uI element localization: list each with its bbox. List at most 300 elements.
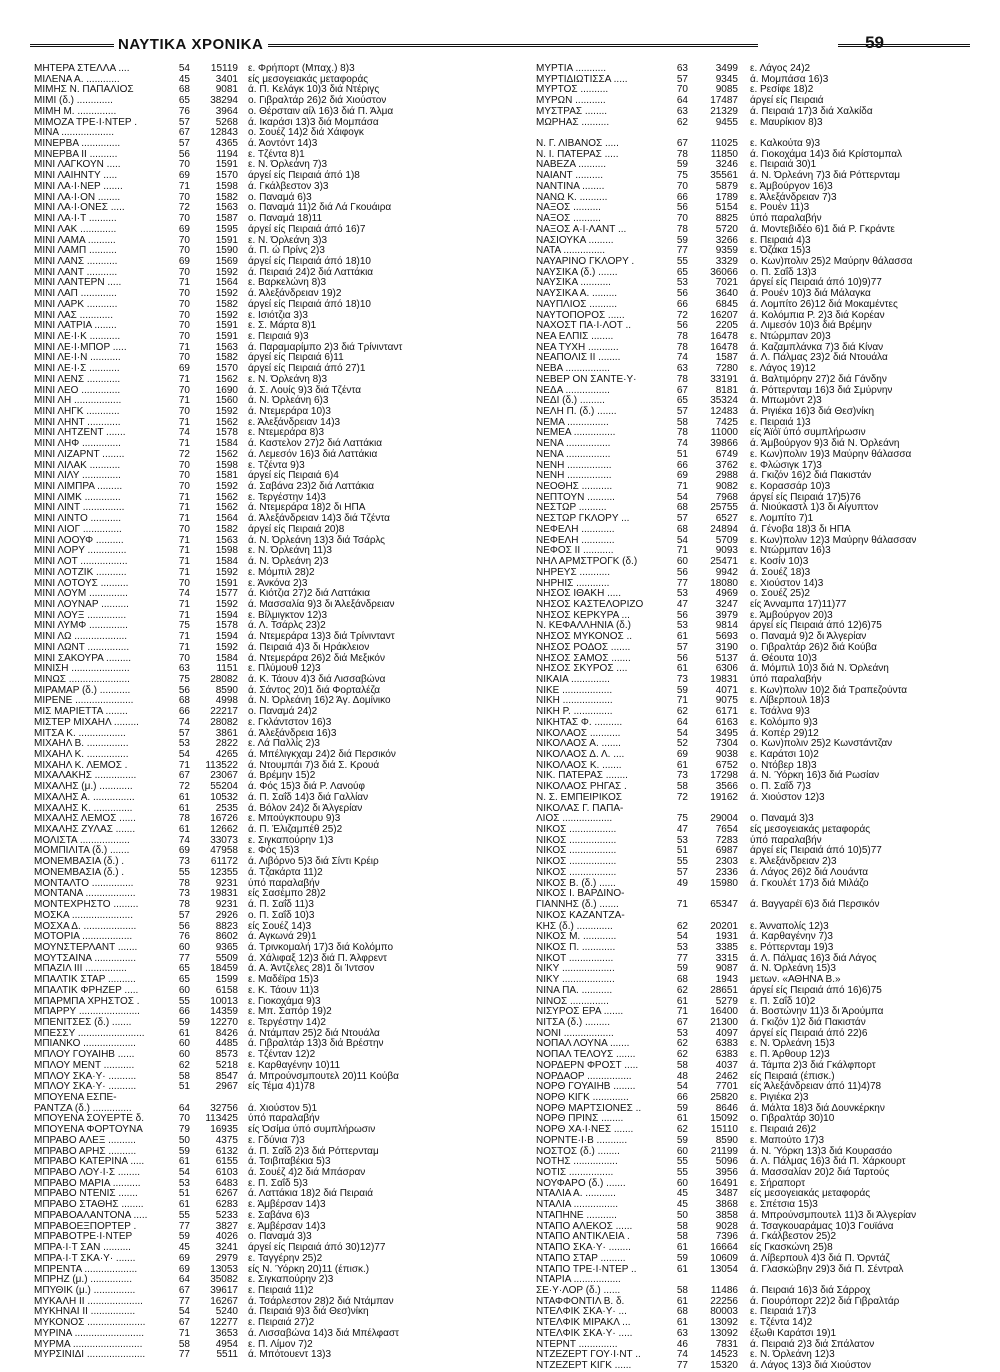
ship-position: ύπό παραλαβήν [750, 673, 822, 685]
ship-year: 50 [178, 1134, 190, 1146]
ship-tonnage: 16664 [710, 1242, 738, 1254]
ship-year: 71 [676, 899, 688, 911]
ship-tonnage: 17298 [710, 770, 738, 782]
ship-name: ΝΑΒΕΖΑ .......... [536, 159, 607, 171]
ship-name: ΜΠΡΑΒΟ ΣΤΑΘΗΣ ........ [34, 1199, 144, 1211]
ship-position: ε. Μαπούτο 17)3 [750, 1134, 825, 1146]
ship-position: ά. Γένοβα 18)3 δι ΗΠΑ [750, 523, 851, 535]
ship-tonnage: 6306 [715, 663, 738, 675]
ship-name: ΝΑΥΣΙΚΑ ........... [536, 277, 611, 289]
ship-position: ε. Κορασσάρ 10)3 [750, 481, 831, 493]
ship-name: ΜΟΝΕΜΒΑΣΙΑ (δ.) . [34, 856, 125, 868]
ship-year: 70 [178, 159, 190, 171]
ship-name: ΜΟΛΙΣΤΑ .................. [34, 834, 130, 846]
ship-name: ΜΙΝΙ ΛΑΡΚ ........... [34, 298, 118, 310]
ship-year: 53 [676, 941, 688, 953]
ship-name: ΝΑΞΟΣ .......... [536, 213, 601, 225]
ship-name: ΝΤΑΦΦΟΝΤΙΛ Β. δ. [536, 1295, 625, 1307]
ship-position: ά. Κ. Τάουν 4)3 διά Λισσαβώνα [248, 673, 386, 685]
ship-year: 66 [676, 191, 688, 203]
ship-position: ο. Κων)πολιν 25)2 Κωνστάντζαν [750, 738, 893, 750]
ship-position: ε. Φρήπορτ (Μπαχ.) 8)3 [248, 63, 355, 74]
ship-tonnage: 1598 [215, 180, 238, 192]
ship-name: ΜΠΛΟΥ ΓΟΥΑΙΗΒ ...... [34, 1049, 135, 1061]
ship-position: ε. Μαυρίκιον 8)3 [750, 116, 823, 128]
ship-name: ΜΟΤΟΡΙΑ .................. [34, 931, 133, 943]
ship-year: 70 [178, 523, 190, 535]
ship-row [536, 1361, 976, 1372]
ship-name: ΝΗΣΟΣ ΜΥΚΟΝΟΣ .. [536, 631, 633, 643]
ship-year: 69 [676, 470, 688, 482]
ship-name: ΝΙΚΟΛΑΣ Γ. ΠΑΠΑ- [536, 802, 624, 814]
ship-tonnage: 1570 [215, 170, 238, 182]
ship-position: ύπό παραλαβήν [248, 877, 320, 889]
ship-year: 55 [178, 995, 190, 1007]
ship-tonnage: 7396 [715, 1231, 738, 1243]
ship-name: ΜΙΝΙ ΛΩΝΤ ............... [34, 641, 130, 653]
ship-tonnage: 7425 [715, 416, 738, 428]
ship-tonnage: 3401 [215, 73, 238, 85]
ship-position: ε. Πειραιά 11)2 [248, 1284, 314, 1296]
ship-tonnage: 14523 [710, 1349, 738, 1361]
ship-tonnage: 9093 [715, 545, 738, 557]
ship-position: είς μεσογειακάς μεταφοράς [750, 824, 871, 836]
header-rule-right [838, 44, 970, 47]
ship-tonnage: 8590 [715, 1134, 738, 1146]
ship-position: ά. Ν. Όρλεάνη 6)3 [248, 395, 329, 407]
ship-position: ά. Άοντόντ 14)3 [248, 138, 318, 150]
ship-name: ΝΑΞΟΣ .......... [536, 202, 601, 214]
ship-tonnage: 18080 [710, 577, 738, 589]
ship-position: ε. Ν. Όρλεάνη 7)3 [248, 159, 328, 171]
ship-position: ε. Σαβάνα 6)3 [248, 1209, 310, 1221]
ship-position: ά. Βρέμην 15)2 [248, 770, 316, 782]
ship-position: άργεί είς Πειραιά 20)8 [248, 523, 345, 535]
ship-year: 67 [676, 1016, 688, 1028]
ship-position: ά. Λιμεσόν 10)3 διά Βρέμην [750, 320, 872, 332]
ship-name: ΜΠΡΑΒΟ ΜΑΡΙΑ .......... [34, 1177, 141, 1189]
ship-name: ΜΙΝΙ ΛΟΡΥ .............. [34, 545, 127, 557]
ship-tonnage: 1599 [215, 974, 238, 986]
ship-tonnage: 36066 [710, 266, 738, 278]
ship-name: ΜΥΚΟΝΟΣ ..................... [34, 1317, 146, 1329]
ship-year: 61 [676, 1113, 688, 1125]
ship-name: ΝΕΒΑ ................ [536, 363, 610, 375]
ship-position: ά. Καστελον 27)2 διά Λαττάκια [248, 438, 383, 450]
ship-year: 68 [676, 523, 688, 535]
ship-year: 71 [178, 1327, 190, 1339]
ship-position: ά. Κιότζια 27)2 διά Λαττάκια [248, 588, 371, 600]
ship-year: 74 [676, 1349, 688, 1361]
ship-year: 62 [676, 1038, 688, 1050]
ship-year: 65 [178, 974, 190, 986]
ship-year: 77 [676, 245, 688, 257]
ship-year: 51 [676, 448, 688, 460]
ship-position: ε. Καράτσι 10)2 [750, 749, 819, 760]
ship-position: ο. Π. Σαΐδ 13)3 [750, 266, 817, 278]
ship-name: ΜΟΝΤΑΛΤΟ ............... [34, 877, 134, 889]
ship-position: ά. Νιούκαστλ 1)3 δι Αίγυπτον [750, 502, 879, 514]
ship-tonnage: 2462 [715, 1070, 738, 1082]
ship-tonnage: 6752 [715, 759, 738, 771]
ship-year: 78 [676, 341, 688, 353]
ship-tonnage: 10532 [210, 791, 238, 803]
ship-position: ά. Λάγος 13)3 διά Χιούστον [750, 1359, 872, 1371]
ship-position: άργεί είς Πειραιά άπό 10)9)77 [750, 277, 882, 289]
ship-year: 56 [676, 202, 688, 214]
ship-tonnage: 1578 [215, 427, 238, 439]
ship-position: ε. Άλεξάνδρειαν 2)3 [750, 856, 837, 868]
ship-year: 67 [178, 1317, 190, 1329]
ship-name: ΝΙΚΟΛΑΟΣ Α. ....... [536, 738, 621, 750]
ship-year: 69 [178, 255, 190, 267]
ship-position: ά. Παραμαρίμπο 2)3 διά Τρίνινταντ [248, 341, 403, 353]
ship-tonnage: 1591 [215, 320, 238, 332]
ship-name: ΜΙΝΙ ΛΗΤΖΕΝΤ ....... [34, 427, 126, 439]
ship-tonnage: 1563 [215, 202, 238, 214]
ship-year: 70 [178, 245, 190, 257]
ship-tonnage: 6158 [215, 984, 238, 996]
ship-tonnage: 3956 [715, 1167, 738, 1179]
ship-year: 58 [676, 416, 688, 428]
ship-year: 67 [676, 138, 688, 150]
ship-position: ά. Βόλον 24)2 δι Άλγερίαν [248, 802, 363, 814]
ship-name: ΜΙΝΙ ΛΕΝΣ ............ [34, 373, 121, 385]
ship-name: ΜΥΡΜΑ ......................... [34, 1338, 143, 1350]
ship-year: 63 [676, 105, 688, 117]
ship-name: ΜΙΝΙ ΛΑΜΠ .......... [34, 245, 117, 257]
ship-tonnage: 22256 [710, 1295, 738, 1307]
ship-year: 70 [178, 1113, 190, 1125]
ship-year: 57 [178, 116, 190, 128]
ship-year: 68 [676, 1306, 688, 1318]
ship-position: ε. Ρουέν 11)3 [750, 202, 810, 214]
ship-position: ά. Τσιβιταβέκια 5)3 [248, 1156, 331, 1168]
ship-tonnage: 1584 [215, 438, 238, 450]
ship-position: ε. Λίβερπουλ 18)3 [750, 695, 830, 707]
ship-year: 70 [178, 234, 190, 246]
ship-position: ε. Λά Παλλίς 2)3 [248, 738, 320, 750]
ship-row [536, 375, 976, 386]
ship-tonnage: 25755 [710, 502, 738, 514]
ship-tonnage: 9455 [715, 116, 738, 128]
ship-year: 73 [676, 770, 688, 782]
ship-year: 59 [676, 1252, 688, 1264]
ship-name: ΜΙΝΑ ................... [34, 127, 115, 139]
ship-tonnage: 1592 [215, 266, 238, 278]
ship-position: ε. Άμβέρσαν 14)3 [248, 1199, 326, 1211]
ship-row [536, 911, 976, 922]
ship-position: ά. Λ. Πάλμας 16)3 διά Π. Χάρκουρτ [750, 1156, 906, 1168]
ship-row [536, 1254, 976, 1265]
ship-tonnage: 1592 [215, 288, 238, 300]
ship-name: ΓΙΑΝΝΗΣ (δ.) ....... [536, 899, 619, 911]
ship-row [34, 568, 464, 579]
ship-position: ά. Ρόττερνταμ 16)3 διά Σμύρνην [750, 384, 893, 396]
ship-tonnage: 12662 [210, 824, 238, 836]
ship-name: ΜΙΝΙ ΛΩ ................... [34, 631, 128, 643]
ship-position: έξωθι Καράτσι 19)1 [750, 1327, 837, 1339]
ship-tonnage: 1591 [215, 234, 238, 246]
ship-tonnage: 6171 [715, 706, 738, 718]
ship-tonnage: 5509 [215, 952, 238, 964]
ship-row [536, 118, 976, 129]
ship-year: 71 [178, 341, 190, 353]
ship-tonnage: 18459 [210, 963, 238, 975]
ship-tonnage: 11025 [710, 138, 738, 150]
ship-position: ε. Κων)πολιν 10)2 διά Τραπεζούντα [750, 684, 908, 696]
ship-name: ΜΙΝΙ ΛΑΝΤ ........... [34, 266, 118, 278]
ship-year: 45 [676, 1199, 688, 1211]
ship-year: 58 [676, 781, 688, 793]
ship-tonnage: 65347 [710, 899, 738, 911]
ship-name: ΜΙΝΙ ΛΑΓΚΟΥΝ ..... [34, 159, 121, 171]
ship-name: ΝΙΚΟΛΑΟΣ ........... [536, 727, 621, 739]
ship-year: 59 [676, 159, 688, 171]
ship-position: ά. Ν. Όρλεάνη 7)3 διά Ρόττερνταμ [750, 170, 901, 182]
ship-tonnage: 1560 [215, 395, 238, 407]
ship-name: ΜΠΛΟΥ ΣΚΑ·Υ· .......... [34, 1070, 137, 1082]
ship-position: ε. Άνκόνα 2)3 [248, 577, 308, 589]
ship-name: ΜΥΚΑΛΗ ΙΙ .................... [34, 1295, 143, 1307]
right-column [536, 64, 976, 1372]
ship-name: ΜΠΛΟΥ ΣΚΑ·Υ· .......... [34, 1081, 137, 1093]
ship-name: ΝΙΣΥΡΟΣ ΕΡΑ ....... [536, 1006, 624, 1018]
ship-position: ο. Θέρσταιν αίλ 16)3 διά Π. Άλμα [248, 105, 394, 117]
ship-name: ΝΙΚΟΣ ................. [536, 824, 617, 836]
ship-name: ΝΑΙΑΝΤ .......... [536, 170, 604, 182]
ship-position: ά. Μοντεβιδέο 6)1 διά Ρ. Γκράντε [750, 223, 895, 235]
ship-position: ε. Π. Σαΐδ 5)3 [248, 1177, 308, 1189]
ship-tonnage: 9942 [715, 566, 738, 578]
ship-row [34, 911, 464, 922]
ship-tonnage: 3266 [715, 234, 738, 246]
page-number: 59 [865, 33, 884, 52]
ship-name: ΜΙΜΟΖΑ ΤΡΕ·Ι·ΝΤΕΡ . [34, 116, 137, 128]
ship-name: ΜΙΝΙ ΛΕ·Ι·ΜΠΟΡ ..... [34, 341, 127, 353]
ship-position: ο. Παναμά 18)11 [248, 213, 323, 225]
ship-tonnage: 7831 [715, 1338, 738, 1350]
ship-tonnage: 28082 [210, 716, 238, 728]
ship-row [536, 718, 976, 729]
ship-position: ά. Άμβούργον 9)3 διά Ν. Όρλεάνη [750, 438, 900, 450]
ship-position: ε. Μαδέϊρα 15)3 [248, 974, 319, 986]
ship-tonnage: 1592 [215, 481, 238, 493]
ship-name: ΜΟΣΚΑ ...................... [34, 909, 133, 921]
ship-position: ά. Π. Σαΐδ 14)3 διά Γαλλίαν [248, 791, 369, 803]
ship-name: ΝΕΠΤΟΥΝ .......... [536, 491, 615, 503]
ship-name: ΜΙΝΙ ΛΕΟ .............. [34, 384, 121, 396]
ship-year: 70 [178, 309, 190, 321]
ship-year: 66 [676, 459, 688, 471]
ship-tonnage: 3190 [715, 641, 738, 653]
ship-name: ΝΟΥΦΑΡΟ (δ.) ....... [536, 1177, 626, 1189]
ship-year: 71 [178, 180, 190, 192]
ship-position: ο. Π. Σαΐδ 10)3 [248, 909, 315, 921]
ship-position: ά. Βαλτιμόρην 27)2 διά Γάνδην [750, 373, 887, 385]
ship-position: ά. Φός 15)3 διά Ρ. Λανούφ [248, 781, 365, 793]
ship-year: 56 [676, 609, 688, 621]
ship-name: ΜΟΜΠΙΛΙΤΑ (δ.) ....... [34, 845, 130, 857]
ship-name: ΝΟΤΗΣ ................ [536, 1156, 618, 1168]
ship-name: ΜΙΝΙ ΛΑ·Ι·ΝΕΡ ....... [34, 180, 123, 192]
ship-year: 71 [676, 1006, 688, 1018]
ship-position: ά. Λιβόρνο 5)3 διά Σίντι Κρέιρ [248, 856, 379, 868]
ship-year: 74 [676, 352, 688, 364]
ship-year: 61 [676, 995, 688, 1007]
ship-tonnage: 21199 [710, 1145, 738, 1157]
ship-name: ΝΤΑΛΙΑ Α. ........... [536, 1188, 616, 1200]
ship-year: 69 [178, 845, 190, 857]
ship-position: ά. Ντουμπάι 7)3 διά Σ. Κρουά [248, 759, 380, 771]
ship-position: ε. Ισιότζια 3)3 [248, 309, 308, 321]
ship-tonnage: 4485 [215, 1038, 238, 1050]
ship-name: ΝΟΡΘ ΜΑΡΤΣΙΟΝΕΣ .. [536, 1102, 642, 1114]
ship-tonnage: 3315 [715, 952, 738, 964]
ship-position: ε. Π. Λίμον 7)2 [248, 1338, 313, 1350]
ship-position: ε. Τσάλνα 9)3 [750, 706, 810, 718]
ship-year: 53 [676, 834, 688, 846]
ship-tonnage: 11850 [710, 148, 738, 160]
ship-year: 65 [676, 266, 688, 278]
ship-tonnage: 5096 [715, 1156, 738, 1168]
ship-tonnage: 1582 [215, 352, 238, 364]
ship-name: ΝΙΤΣΑ (δ.) ......... [536, 1016, 610, 1028]
ship-position: ε. Άμβέρσαν 14)3 [248, 1220, 326, 1232]
ship-name: ΜΗΤΕΡΑ ΣΤΕΛΛΑ .... [34, 63, 130, 74]
ship-year: 62 [676, 116, 688, 128]
ship-year: 59 [178, 1016, 190, 1028]
ship-name: ΝΟΣΤΟΣ (δ.) ........ [536, 1145, 620, 1157]
ship-tonnage: 16491 [710, 1177, 738, 1189]
ship-position: είς Γκασκώνη 25)8 [750, 1242, 833, 1254]
ship-position: ε. Κοσίν 10)3 [750, 556, 809, 568]
ship-tonnage: 16935 [210, 1124, 238, 1136]
ship-tonnage: 6155 [215, 1156, 238, 1168]
ship-position: ε. Λομπίτο 7)1 [750, 513, 814, 525]
ship-name: ΜΙΧΑΛΗΣ Κ. .............. [34, 802, 133, 814]
ship-position: ά. Θέουτα 10)3 [750, 652, 817, 664]
ship-tonnage: 6267 [215, 1188, 238, 1200]
ship-name: ΝΕΦΕΛΗ ............ [536, 534, 615, 546]
ship-name: ΝΤΖΕΖΕΡΤ ΚΙΓΚ ...... [536, 1359, 632, 1371]
ship-tonnage: 1594 [215, 609, 238, 621]
ship-tonnage: 16207 [710, 309, 738, 321]
ship-position: ά. Μπωμόντ 2)3 [750, 395, 822, 407]
ship-name: ΜΠΟΥΕΝΑ ΣΟΥΕΡΤΕ δ. [34, 1113, 145, 1125]
ship-year: 57 [676, 866, 688, 878]
ship-tonnage: 1591 [215, 159, 238, 171]
ship-name: ΜΙΧΑΛΗΣ Α. ............... [34, 791, 135, 803]
ship-position: άργεί είς Πειραιά άπό 30)12)77 [248, 1242, 386, 1254]
ship-position: ά. Λεμεσόν 16)3 διά Λαττάκια [248, 448, 378, 460]
ship-year: 64 [676, 716, 688, 728]
ship-position: ά. Μάλτα 18)3 διά Δουνκέρκην [750, 1102, 885, 1114]
ship-year: 71 [178, 416, 190, 428]
ship-year: 67 [676, 384, 688, 396]
ship-tonnage: 13053 [210, 1263, 238, 1275]
ship-position: άργεί είς Πειραιά άπό 10)5)77 [750, 845, 882, 857]
ship-year: 67 [178, 1284, 190, 1296]
ship-position: ε. Τζέντα 9)3 [248, 459, 305, 471]
ship-tonnage: 2535 [215, 802, 238, 814]
ship-position: άργεί είς Πειραιά άπό 22)6 [750, 1027, 868, 1039]
ship-position: ά. Ντάμπαν 25)2 διά Ντουάλα [248, 1027, 380, 1039]
ship-tonnage: 1931 [715, 931, 738, 943]
ship-row [536, 107, 976, 118]
ship-position: ε. Τζέντα 8)1 [248, 148, 305, 160]
ship-tonnage: 33191 [710, 373, 738, 385]
ship-position: ά. Χάλιφαξ 12)3 διά Π. Άλφρεντ [248, 952, 387, 964]
ship-name: ΜΠΟΥΕΝΑ ΦΟΡΤΟΥΝΑ [34, 1124, 143, 1136]
ship-year: 69 [178, 170, 190, 182]
ship-tonnage: 2926 [215, 909, 238, 921]
ship-year: 54 [178, 1167, 190, 1179]
ship-year: 66 [178, 706, 190, 718]
ship-name: ΜΙΧΑΛΑΚΗΣ ............... [34, 770, 137, 782]
ship-row [536, 1307, 976, 1318]
ship-position: ο. Κων)πολιν 25)2 Μαύρην θάλασσα [750, 255, 913, 267]
ship-tonnage: 8823 [215, 920, 238, 932]
ship-year: 47 [676, 598, 688, 610]
ship-name: ΝΙΚΟΣ ΚΑΖΑΝΤΖΑ- [536, 909, 625, 921]
ship-position: άργεί είς Πειραιά 6)4 [248, 470, 339, 482]
ship-year: 53 [676, 277, 688, 289]
ship-name: ΜΠΡΑΒΟ ΚΑΤΕΡΙΝΑ ..... [34, 1156, 145, 1168]
ship-tonnage: 5709 [715, 534, 738, 546]
ship-position: ο. Ντόβερ 18)3 [750, 759, 817, 771]
ship-tonnage: 12355 [210, 866, 238, 878]
ship-tonnage: 2205 [715, 320, 738, 332]
ship-position: ε. Κων)πολιν 12)3 Μαύρην θάλασσαν [750, 534, 917, 546]
ship-position: ά. Σουέζ 4)2 διά Μπάσραν [248, 1167, 366, 1179]
ship-row [536, 1136, 976, 1147]
ship-year: 70 [178, 652, 190, 664]
ship-name: ΜΠΑΛΤΙΚ ΦΡΗΖΕΡ ..... [34, 984, 139, 996]
ship-name: ΝΙΚ. ΠΑΤΕΡΑΣ ........ [536, 770, 628, 782]
ship-name: ΜΠΡΑΒΟΕΞΠΟΡΤΕΡ . [34, 1220, 137, 1232]
ship-position: ε. Τεργέστην 14)2 [248, 1016, 326, 1028]
ship-year: 74 [178, 716, 190, 728]
ship-name: ΜΙΝΙ ΛΑΤΡΙΑ ........ [34, 320, 117, 332]
ship-position: ε. Πειραιά 4)3 [750, 234, 811, 246]
ship-position: ά. Λαττάκια 18)2 διά Πειραιά [248, 1188, 374, 1200]
ship-position: ά. Σ. Λουίς 9)3 διά Τζέντα [248, 384, 362, 396]
ship-position: ε. Σπέτσια 15)3 [750, 1199, 818, 1211]
ship-tonnage: 4097 [715, 1027, 738, 1039]
ship-tonnage: 6483 [215, 1177, 238, 1189]
ship-tonnage: 38294 [210, 95, 238, 107]
ship-row [536, 450, 976, 461]
ship-position: ά. Λισσαβώνα 14)3 διά Μπέλφαστ [248, 1327, 399, 1339]
ship-tonnage: 1563 [215, 534, 238, 546]
ship-name: ΝΕΜΕΑ ............... [536, 427, 616, 439]
ship-name: ΝΙΚΟΣ ................. [536, 845, 617, 857]
ship-name: ΜΙΝΙ ΛΑΝΤΕΡΝ ..... [34, 277, 122, 289]
ship-name: ΜΥΡΣΙΝΙΔΙ ..................... [34, 1349, 146, 1361]
ship-year: 47 [676, 824, 688, 836]
ship-row [536, 1340, 976, 1351]
ship-tonnage: 7021 [715, 277, 738, 289]
ship-name: ΝΟΡΔΕΡΝ ΦΡΟΣΤ ..... [536, 1059, 639, 1071]
ship-row [34, 1061, 464, 1072]
ship-position: ά. Χιούστον 12)3 [750, 791, 825, 803]
ship-name: ΜΠΙΑΝΚΟ ................... [34, 1038, 136, 1050]
ship-name: ΜΥΡΤΙΔΙΩΤΙΣΣΑ ..... [536, 73, 628, 85]
ship-tonnage: 1789 [715, 191, 738, 203]
ship-name: ΜΙΝΙ ΛΑΝΣ ........... [34, 255, 118, 267]
ship-tonnage: 2979 [215, 1252, 238, 1264]
